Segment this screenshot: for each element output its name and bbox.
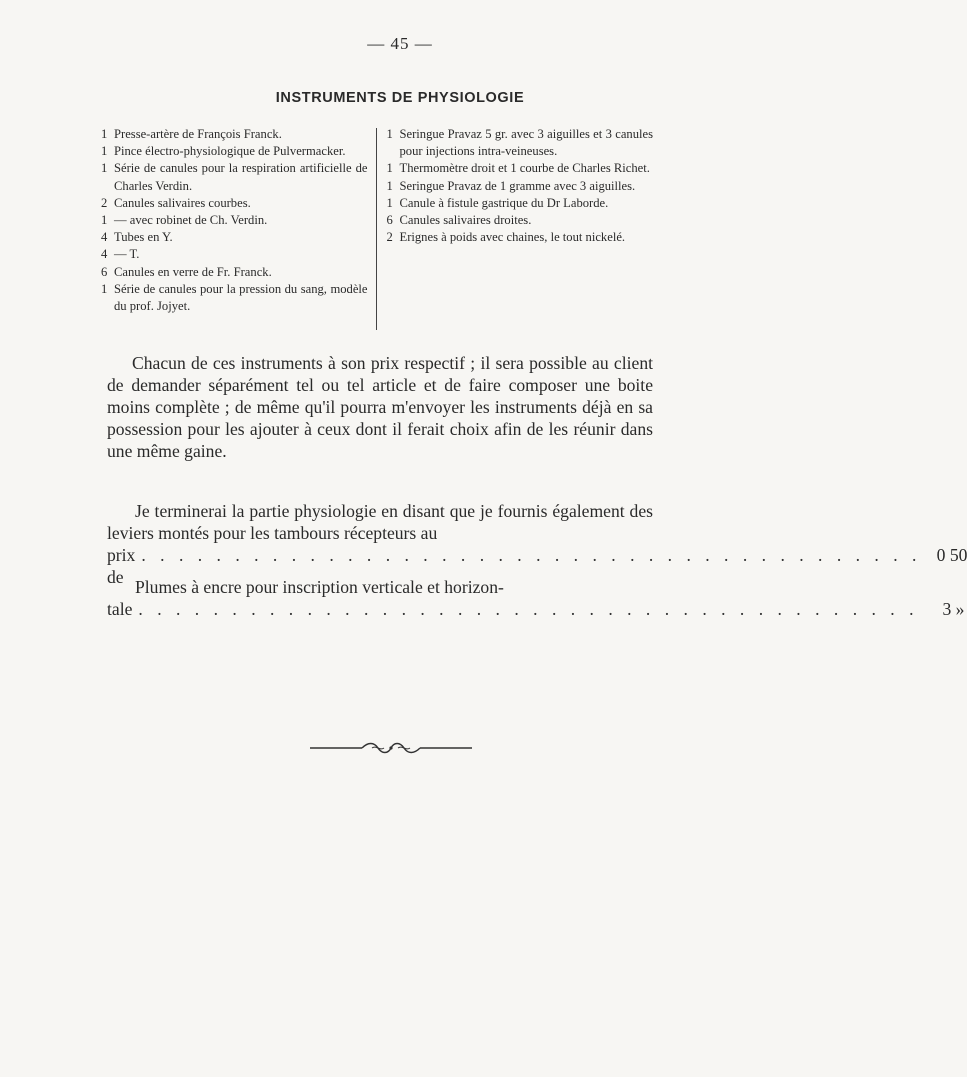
price-label: prix de [107,545,136,587]
page-number: — 45 — [367,34,433,53]
item-quantity: 1 [101,281,108,296]
item-description: Canules salivaires droites. [399,213,532,228]
price-label: tale [107,599,133,619]
item-description: Série de canules pour la respiration artificielle de Charles Verdin. [114,161,368,193]
left-column [101,126,376,330]
item-description: — T. [114,247,140,262]
item-quantity: 1 [386,178,393,193]
list-item [101,229,368,246]
instrument-list [101,126,653,330]
list-item [101,195,368,212]
paragraph-pricing-note: Chacun de ces instruments à son prix respectif ; il sera possible au client de demander séparément tel ou tel article et de faire composer une boite moins complète ; de même qu'il pourra m'envoyer les instruments déjà en sa possession pour les ajouter à ceux dont il ferait choix afin de les réunir dans une même gaine. [107,353,653,461]
list-item [101,246,368,263]
item-quantity: 6 [386,213,393,228]
list-item [101,212,368,229]
list-item [101,264,368,281]
item-description: Thermomètre droit et 1 courbe de Charles Richet. [399,161,650,176]
item-description: Seringue Pravaz 5 gr. avec 3 aiguilles et 3 canules pour injections intra-veineuses. [399,127,654,159]
item-quantity: 1 [101,213,108,228]
item-quantity: 6 [101,264,108,279]
leader-dots: . . . . . . . . . . . . . . . . . . . . . . . . . . . . . . . . . . . . . . . . . . [138,599,919,619]
right-column [377,126,654,330]
item-quantity: 1 [386,161,393,176]
list-item [101,143,368,160]
item-quantity: 4 [101,230,108,245]
list-item [101,281,368,315]
item-quantity: 1 [386,127,393,141]
list-item [387,126,654,160]
item-description: Canule à fistule gastrique du Dr Laborde. [399,195,609,210]
item-quantity: 1 [101,127,108,141]
list-item [101,160,368,194]
paragraph-levers: Je terminerai la partie physiologie en disant que je fournis également des leviers montés pour les tambours récepteurs au [107,501,653,543]
item-description: Seringue Pravaz de 1 gramme avec 3 aiguilles. [399,178,636,193]
price-value: 3 » [942,599,965,619]
item-quantity: 4 [101,247,108,262]
item-description: Tubes en Y. [114,230,173,245]
item-description: Erignes à poids avec chaines, le tout nickelé. [399,230,626,245]
item-description: Canules en verre de Fr. Franck. [114,264,272,279]
item-description: Presse-artère de François Franck. [114,127,282,141]
end-ornament [310,738,472,758]
list-item [387,212,654,229]
item-description: Canules salivaires courbes. [114,195,251,210]
list-item [101,126,368,143]
paragraph-pens: Plumes à encre pour inscription verticale et horizon- [135,577,504,597]
list-item [387,178,654,195]
list-item [387,229,654,246]
item-description: Pince électro-physiologique de Pulvermacker. [114,144,346,159]
price-line-pens [107,598,965,620]
leader-dots: . . . . . . . . . . . . . . . . . . . . . . . . . . . . . . . . . . . . . . . . . . [141,545,922,565]
price-value: 0 50 [936,545,967,565]
item-quantity: 1 [101,161,108,176]
item-quantity: 2 [101,195,108,210]
list-item [387,160,654,177]
item-quantity: 2 [386,230,393,245]
list-item [387,195,654,212]
item-quantity: 1 [386,195,393,210]
section-title: INSTRUMENTS DE PHYSIOLOGIE [275,90,525,106]
item-description: Série de canules pour la pression du sang, modèle du prof. Jojyet. [114,281,368,314]
item-quantity: 1 [101,144,108,159]
item-description: — avec robinet de Ch. Verdin. [114,213,268,228]
